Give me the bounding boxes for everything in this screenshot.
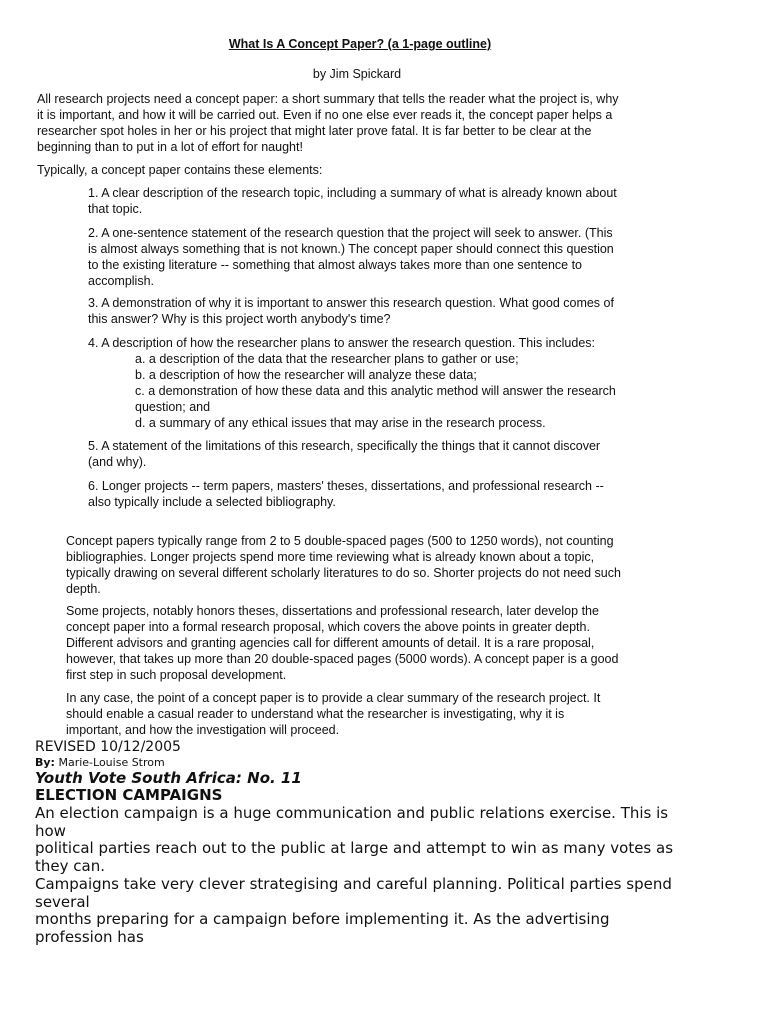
elements-lead: Typically, a concept paper contains these elements: [37, 163, 323, 177]
text-line: Campaigns take very clever strategising and careful planning. Political parties spend [35, 874, 672, 893]
closing-paragraph-2 [66, 603, 691, 683]
text-line: political parties reach out to the public at large and attempt to win as many votes as [35, 839, 674, 858]
text-line: profession has [35, 927, 144, 946]
text-line: (and why). [88, 455, 147, 469]
list-item-2 [88, 225, 688, 289]
text-line: also typically include a selected bibliography. [88, 495, 336, 509]
text-line: first step in such proposal development. [66, 668, 287, 682]
text-line: 3. A demonstration of why it is important to answer this research question. What good comes of [88, 296, 614, 310]
closing-paragraph-3 [66, 690, 691, 738]
sub-item-a: a. a description of the data that the researcher plans to gather or use; [135, 352, 519, 366]
sub-item-c-cont: question; and [135, 400, 211, 414]
list-item-6 [88, 478, 688, 510]
text-line: months preparing for a campaign before implementing it. As the advertising [35, 910, 610, 929]
author-byline: by Jim Spickard [312, 67, 402, 81]
text-line: it is important, and how it will be carried out. Even if no one else ever reads it, the concept paper helps a [37, 108, 613, 122]
text-line: Some projects, notably honors theses, dissertations and professional research, later develop the [66, 604, 599, 618]
text-line: they can. [35, 857, 105, 876]
document-title: What Is A Concept Paper? (a 1-page outline) [228, 37, 492, 51]
series-title: Youth Vote South Africa: No. 11 [35, 769, 302, 787]
text-line: that topic. [88, 202, 143, 216]
list-item-3 [88, 295, 688, 327]
text-line: important, and how the investigation will proceed. [66, 723, 340, 737]
text-line: researcher spot holes in her or his project that might later prove fatal. It is far better to be clear at the [37, 124, 592, 138]
text-line: All research projects need a concept paper: a short summary that tells the reader what the project is, why [37, 92, 619, 106]
revised-date: REVISED 10/12/2005 [35, 739, 181, 755]
text-line: Different advisors and granting agencies call for different amounts of detail. It is a rare proposal, [66, 636, 595, 650]
intro-paragraph [37, 91, 687, 155]
text-line: 4. A description of how the researcher plans to answer the research question. This includes: [88, 336, 596, 350]
article-byline [35, 756, 165, 769]
text-line: however, that takes up more than 20 double-spaced pages (5000 words). A concept paper is a good [66, 652, 619, 666]
list-item-5 [88, 438, 688, 470]
sub-item-c: c. a demonstration of how these data and this analytic method will answer the research [135, 384, 616, 398]
text-line: how [35, 821, 66, 840]
closing-paragraph-1 [66, 533, 691, 597]
article-body [35, 805, 735, 947]
text-line: accomplish. [88, 274, 154, 288]
sub-item-b: b. a description of how the researcher will analyze these data; [135, 368, 477, 382]
text-line: should enable a casual reader to understand what the researcher is investigating, why it is [66, 707, 565, 721]
text-line: Concept papers typically range from 2 to 5 double-spaced pages (500 to 1250 words), not counting [66, 534, 614, 548]
text-line: depth. [66, 582, 101, 596]
text-line: An election campaign is a huge communication and public relations exercise. This is [35, 804, 669, 822]
text-line: beginning than to put in a lot of effort for naught! [37, 140, 303, 154]
text-line: several [35, 892, 90, 911]
text-line: 5. A statement of the limitations of this research, specifically the things that it cannot discover [88, 439, 601, 453]
text-line: bibliographies. Longer projects spend more time reviewing what is already known about a topic, [66, 550, 595, 564]
text-line: to the existing literature -- something that almost always takes more than one sentence to [88, 258, 583, 272]
text-line: this answer? Why is this project worth anybody's time? [88, 312, 391, 326]
text-line: 2. A one-sentence statement of the research question that the project will seek to answer. (This [88, 226, 613, 240]
text-line: In any case, the point of a concept paper is to provide a clear summary of the research project. It [66, 691, 601, 705]
list-item-1 [88, 185, 688, 217]
text-line: 6. Longer projects -- term papers, masters' theses, dissertations, and professional research -- [88, 479, 604, 493]
section-heading: ELECTION CAMPAIGNS [35, 786, 223, 804]
author-name: Marie-Louise Strom [58, 756, 165, 769]
sub-list [135, 351, 685, 431]
text-line: typically drawing on several different scholarly literatures to do so. Shorter projects do not need such [66, 566, 621, 580]
text-line: is almost always something that is not known.) The concept paper should connect this question [88, 242, 614, 256]
sub-item-d: d. a summary of any ethical issues that may arise in the research process. [135, 416, 546, 430]
list-item-4 [88, 335, 688, 351]
text-line: 1. A clear description of the research topic, including a summary of what is already known about [88, 186, 617, 200]
by-label: By: [35, 756, 55, 769]
text-line: concept paper into a formal research proposal, which covers the above points in greater depth. [66, 620, 590, 634]
